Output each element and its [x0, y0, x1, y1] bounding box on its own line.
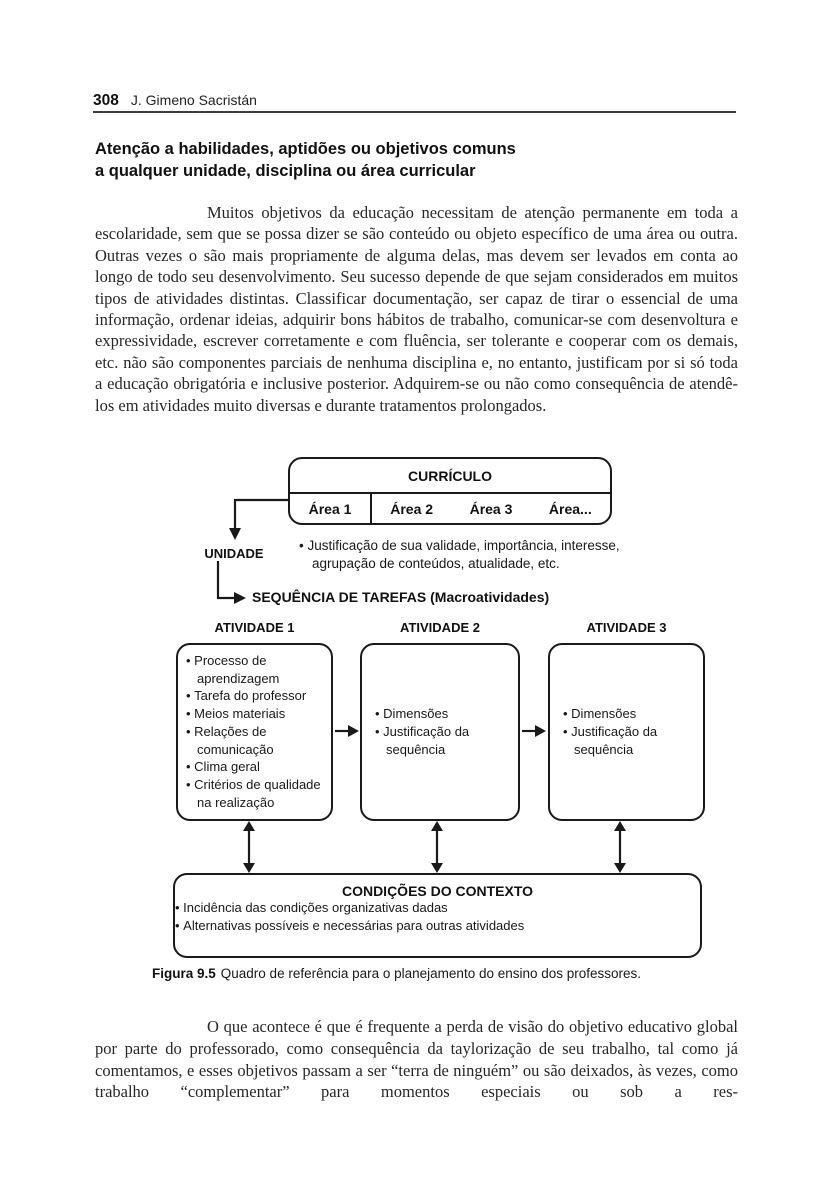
arrow-unidade-to-sequencia [218, 561, 246, 604]
figure-caption [152, 966, 732, 981]
list-item: • Dimensões [563, 705, 674, 723]
arrow-atividade1-to-atividade2 [335, 725, 359, 737]
list-item: • Justificação da sequência [375, 723, 486, 758]
list-item: • Processo de aprendizagem [186, 652, 329, 687]
figure-caption-text: Quadro de referência para o planejamento do ensino dos professores. [220, 966, 642, 981]
atividade-3-box [548, 643, 705, 821]
condicoes-contexto-box [173, 873, 702, 958]
body-paragraph-2: O que acontece é que é frequente a perda de visão do objetivo educativo global por parte do professorado, como consequência da taylorização de seu trabalho, tal como já comentamos, e esses objetivos passam a ser “terra de ninguém” ou são deixados, às vezes, como trabalho “complementar” para momentos especiais ou sob a res- [95, 1017, 738, 1102]
atividade-2-heading: ATIVIDADE 2 [400, 620, 480, 635]
unidade-label: UNIDADE [204, 546, 264, 561]
contexto-bullet-list [175, 899, 700, 934]
double-arrow-atividade1-contexto [243, 821, 255, 873]
area-etc-cell: Área... [548, 500, 592, 517]
atividade-2-bullet-list [375, 705, 486, 758]
section-heading-line2: a qualquer unidade, disciplina ou área curricular [95, 162, 476, 180]
sequencia-de-tarefas-label: SEQUÊNCIA DE TAREFAS (Macroatividades) [252, 589, 550, 605]
atividade-1-heading: ATIVIDADE 1 [214, 620, 295, 635]
double-arrow-atividade2-contexto [431, 821, 443, 873]
page-number: 308 [93, 92, 119, 109]
curriculo-areas-row [290, 494, 610, 523]
curriculo-box [288, 457, 612, 525]
atividade-3-heading: ATIVIDADE 3 [586, 620, 667, 635]
list-item: • Meios materiais [186, 705, 329, 723]
atividade-1-box [176, 643, 333, 821]
atividade-2-box [360, 643, 520, 821]
area-2-cell: Área 2 [390, 500, 434, 517]
atividade-3-bullet-list [563, 705, 674, 758]
curriculo-title: CURRÍCULO [290, 459, 610, 494]
list-item: • Incidência das condições organizativas dadas [175, 899, 700, 917]
list-item: • Tarefa do professor [186, 687, 329, 705]
list-item: • Alternativas possíveis e necessárias para outras atividades [175, 917, 700, 935]
double-arrow-atividade3-contexto [614, 821, 626, 873]
body-paragraph-1: Muitos objetivos da educação necessitam de atenção permanente em toda a escolaridade, sem que se possa dizer se são conteúdo ou objeto específico de uma área ou outra. Outras vezes o são mais propriamente de alguma delas, mas devem ser levados em conta ao longo de todo seu desenvolvimento. Seu sucesso depende de que sejam considerados em muitos tipos de atividades distintas. Classificar documentação, ser capaz de tirar o essencial de uma informação, ordenar ideias, adquirir bons hábitos de trabalho, comunicar-se com desenvoltura e expressividade, escrever corretamente e com fluência, ser tolerante e cooperar com os demais, etc. não são componentes parciais de nenhuma disciplina e, no entanto, justificam por si só toda a educação obrigatória e inclusive posterior. Adquirem-se ou não como consequência de atendê-los em atividades muito diversas e durante tratamentos prolongados. [95, 203, 738, 415]
list-item: • Clima geral [186, 758, 329, 776]
list-item: • Dimensões [375, 705, 486, 723]
list-item: • Justificação da sequência [563, 723, 674, 758]
list-item: • Relações de comunicação [186, 723, 329, 758]
condicoes-contexto-title: CONDIÇÕES DO CONTEXTO [341, 883, 534, 899]
figure-caption-label: Figura 9.5 [152, 966, 216, 981]
running-head-author: J. Gimeno Sacristán [130, 92, 257, 108]
area-1-cell: Área 1 [290, 494, 372, 523]
arrow-atividade2-to-atividade3 [522, 725, 546, 737]
section-heading-line1: Atenção a habilidades, aptidões ou objetivos comuns [95, 140, 516, 158]
arrow-curriculo-to-unidade [229, 500, 288, 540]
atividade-1-bullet-list [186, 652, 329, 811]
justification-bullet: • Justificação de sua validade, importância, interesse, agrupação de conteúdos, atualidade, etc. [299, 537, 650, 573]
list-item: • Critérios de qualidade na realização [186, 776, 329, 811]
area-3-cell: Área 3 [469, 500, 513, 517]
